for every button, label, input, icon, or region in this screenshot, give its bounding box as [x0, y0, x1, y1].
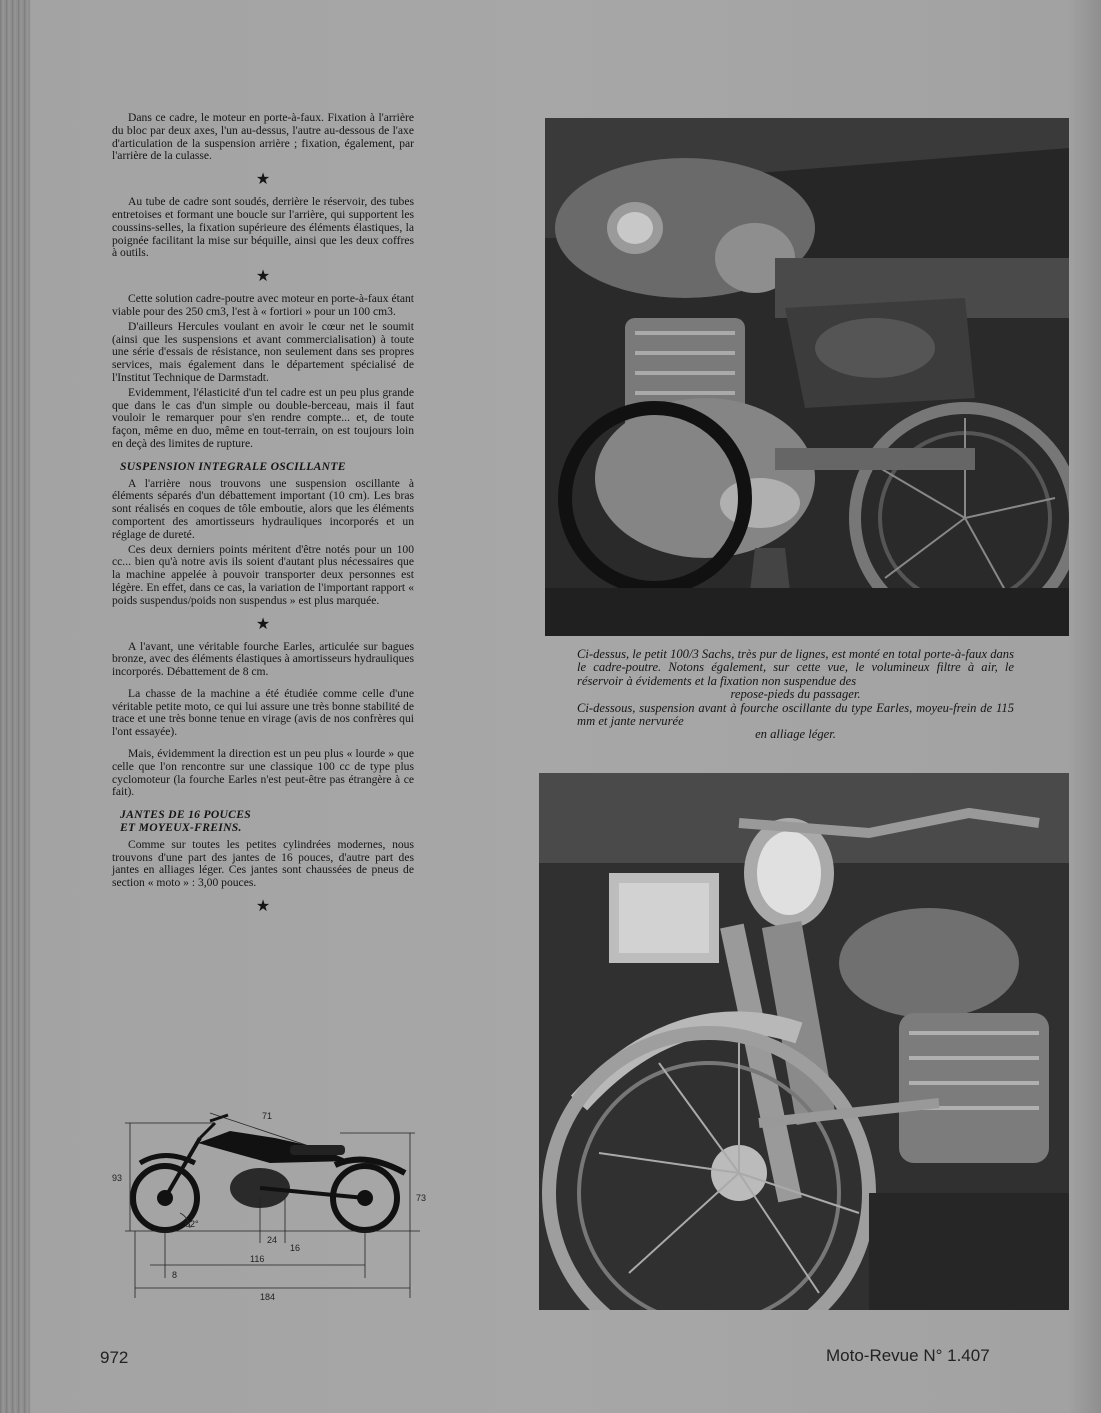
caption-top-photo: Ci-dessus, le petit 100/3 Sachs, très pur de lignes, est monté en total porte-à-faux dans le cadre-poutre. Notons également, sur cette vue, le volumineux filtre à air, le réservoir à évidements et la fixation non suspendue des — [577, 647, 1014, 688]
dim-label-71: 71 — [262, 1111, 273, 1121]
star-separator: ★ — [255, 268, 271, 286]
dim-label-62: 62° — [185, 1219, 199, 1229]
dim-label-116: 116 — [250, 1254, 265, 1264]
dim-label-93: 93 — [112, 1173, 123, 1183]
photo-front-suspension — [539, 773, 1069, 1310]
paragraph-chassis: La chasse de la machine a été étudiée comme celle d'une véritable petite moto, ce qui lui assure une très bonne stabilité de trace et une très bonne tenue en virage (avis de nos confrères qui l'ont essayée). — [112, 686, 414, 739]
dim-label-184: 184 — [260, 1292, 276, 1302]
caption-top-photo-end: repose-pieds du passager. — [730, 687, 861, 702]
dimension-diagram — [110, 1103, 450, 1308]
dim-label-8: 8 — [172, 1270, 178, 1280]
paragraph-steering: Mais, évidemment la direction est un peu plus « lourde » que celle que l'on rencontre sur une classique 100 cc de type plus cyclomoteur (la fourche Earles n'est peut-être pas étrangère à ce fait). — [112, 747, 414, 799]
paragraph-hercules-tests: D'ailleurs Hercules voulant en avoir le cœur net le soumit (ainsi que les suspensions et avant commercialisation) à toute une série d'essais de résistance, non seulement dans ses propres services, mais également dans le département spécialisé de l'Institut Technique de Darmstadt. — [112, 319, 414, 384]
paragraph-engine-mount: Dans ce cadre, le moteur en porte-à-faux. Fixation à l'arrière du bloc par deux axes, l'un au-dessus, l'autre au-dessous de l'axe d'articulation de la suspension arrière ; fixation, également, par l'arrière de la culasse. — [112, 111, 414, 163]
paragraph-rear-suspension: A l'arrière nous trouvons une suspension oscillante à éléments séparés d'un débattement important (10 cm). Les bras sont réalisés en coques de tôle emboutie, alors que les éléments comportent des amortisseurs hydrauliques incorporés et un réglage de dureté. — [112, 476, 414, 541]
section-heading-rims-2: ET MOYEUX-FREINS. — [120, 821, 242, 835]
paragraph-beam-frame: Cette solution cadre-poutre avec moteur en porte-à-faux étant viable pour des 250 cm3, l'est à « fortiori » pour un 100 cm3. — [112, 292, 414, 318]
section-heading-rims: JANTES DE 16 POUCES — [120, 808, 252, 822]
page-stack-edge — [0, 0, 30, 1413]
caption-bottom-photo-end: en alliage léger. — [755, 727, 836, 742]
photo-engine-view — [545, 118, 1069, 636]
magazine-issue: Moto-Revue N° 1.407 — [826, 1346, 990, 1365]
paragraph-frame-tubes: Au tube de cadre sont soudés, derrière le réservoir, des tubes entretoises et formant une boucle sur l'arrière, qui supportent les coussins-selles, la fixation supérieure des éléments élastiques, la poignée facilitant la mise sur béquille, ainsi que les deux coffres à outils. — [112, 195, 414, 260]
motorcycle-dimension-drawing — [110, 1103, 450, 1308]
paragraph-suspension-notes: Ces deux derniers points méritent d'être notés pour un 100 cc... bien qu'à notre avis ils soient d'autant plus nécessaires que la machine appelée à pouvoir transporter deux personnes est légère. En effet, dans ce cas, la variation de l'important rapport « poids suspendus/poids non suspendus » est plus marquée. — [112, 542, 414, 607]
caption-bottom-photo: Ci-dessous, suspension avant à fourche oscillante du type Earles, moyeu-frein de 115 mm et jante nervurée — [577, 700, 1014, 729]
section-heading-suspension: SUSPENSION INTEGRALE OSCILLANTE — [120, 459, 346, 473]
paragraph-rims: Comme sur toutes les petites cylindrées modernes, nous trouvons d'une part des jantes de 16 pouces, d'autre part des jantes en alliages léger. Ces jantes sont chaussées de pneus de section « moto » : 3,00 pouces. — [112, 837, 414, 890]
page-number: 972 — [100, 1348, 129, 1367]
photo-captions — [577, 648, 1014, 742]
front-suspension-photo-illustration — [539, 773, 1069, 1310]
star-separator: ★ — [255, 615, 271, 633]
star-separator: ★ — [255, 898, 271, 916]
dim-label-16: 16 — [290, 1243, 301, 1253]
dim-label-73: 73 — [416, 1193, 427, 1203]
star-separator: ★ — [255, 171, 271, 189]
paragraph-frame-elasticity: Evidemment, l'élasticité d'un tel cadre est un peu plus grande que dans le cas d'un simple ou double-berceau, mais il faut vouloir le remarquer pour s'en rendre compte... et, de toute façon, même en duo, même en tout-terrain, on est toujours loin en deçà des limites de rupture. — [112, 385, 414, 450]
article-column — [112, 112, 414, 915]
dim-label-24: 24 — [267, 1235, 278, 1245]
paragraph-earles-fork: A l'avant, une véritable fourche Earles, articulée sur bagues bronze, avec des éléments élastiques à amortisseurs hydrauliques incorporés. Débattement de 8 cm. — [112, 639, 414, 679]
engine-photo-illustration — [545, 118, 1069, 636]
